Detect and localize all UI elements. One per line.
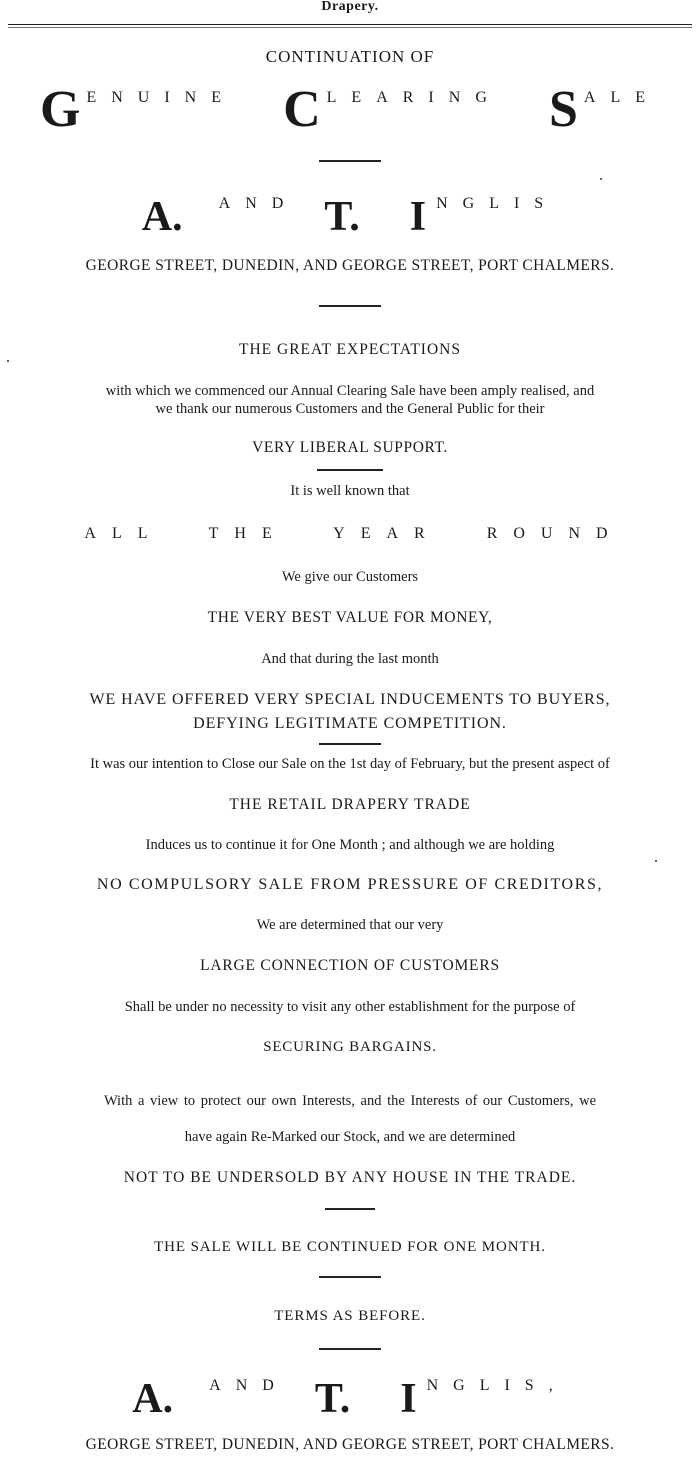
divider-rule — [317, 469, 383, 471]
header-rule-bottom — [8, 27, 692, 28]
firm-address-top: GEORGE STREET, DUNEDIN, AND GEORGE STREET, PORT CHALMERS. — [85, 257, 615, 274]
body-text-line: We are determined that our very — [256, 917, 444, 933]
liberal-support-heading: VERY LIBERAL SUPPORT. — [252, 439, 448, 456]
body-text-line: we thank our numerous Customers and the General Public for their — [155, 401, 545, 417]
print-speck — [600, 178, 602, 180]
body-text-line: Induces us to continue it for One Month ; and although we are holding — [145, 837, 555, 853]
firm-surname-rest: NGLIS, — [426, 1377, 568, 1394]
title-word-clearing — [283, 81, 502, 138]
retail-drapery-heading: THE RETAIL DRAPERY TRADE — [229, 796, 471, 813]
title-word-genuine — [40, 81, 236, 138]
sale-continued-heading: THE SALE WILL BE CONTINUED FOR ONE MONTH. — [154, 1239, 546, 1255]
firm-surname-rest: NGLIS — [436, 195, 559, 212]
body-text-line: It was our intention to Close our Sale on the 1st day of February, but the present aspect of — [90, 756, 610, 772]
header-rule-top — [8, 24, 692, 25]
print-speck — [655, 860, 657, 862]
body-text-line: It is well known that — [290, 483, 410, 499]
firm-initial-i: I — [400, 1376, 417, 1422]
divider-rule — [319, 305, 381, 307]
title-initial-s: S — [548, 81, 578, 138]
body-text-line: Shall be under no necessity to visit any other establishment for the purpose of — [124, 999, 576, 1015]
title-initial-c: C — [283, 81, 321, 138]
section-label: Drapery. — [321, 0, 379, 14]
terms-heading: TERMS AS BEFORE. — [274, 1308, 426, 1324]
divider-rule — [319, 743, 381, 745]
firm-and: AND — [209, 1377, 289, 1394]
firm-initial-a: A. — [141, 194, 183, 240]
title-rest-clearing: LEARING — [326, 89, 502, 106]
body-text-line: We give our Customers — [281, 569, 419, 585]
firm-initial-t: T. — [314, 1376, 351, 1422]
divider-rule — [319, 1276, 381, 1278]
firm-name-top — [0, 192, 700, 238]
body-text-line: With a view to protect our own Interests, and the Interests of our Customers, we — [103, 1093, 597, 1109]
special-inducements-heading: WE HAVE OFFERED VERY SPECIAL INDUCEMENTS TO BUYERS, — [89, 691, 611, 708]
firm-initial-t: T. — [324, 194, 360, 240]
great-expectations-heading: THE GREAT EXPECTATIONS — [239, 341, 461, 358]
divider-rule — [319, 160, 381, 162]
title-word-sale — [548, 81, 660, 138]
continuation-heading: CONTINUATION OF — [265, 47, 435, 66]
body-text-line: And that during the last month — [261, 651, 439, 667]
firm-and: AND — [218, 195, 299, 212]
large-connection-heading: LARGE CONNECTION OF CUSTOMERS — [200, 957, 500, 974]
print-speck — [7, 360, 9, 362]
divider-rule — [319, 1348, 381, 1350]
no-compulsory-sale-heading: NO COMPULSORY SALE FROM PRESSURE OF CREDITORS, — [96, 876, 604, 893]
securing-bargains-heading: SECURING BARGAINS. — [263, 1039, 437, 1055]
firm-name-bottom — [0, 1374, 700, 1420]
legitimate-competition-heading: DEFYING LEGITIMATE COMPETITION. — [193, 715, 507, 732]
best-value-heading: THE VERY BEST VALUE FOR MONEY, — [207, 609, 493, 626]
body-text-line: have again Re-Marked our Stock, and we are determined — [184, 1129, 516, 1145]
title-initial-g: G — [40, 81, 81, 138]
title-rest-sale: ALE — [583, 89, 660, 106]
firm-address-bottom: GEORGE STREET, DUNEDIN, AND GEORGE STREET, PORT CHALMERS. — [85, 1436, 615, 1453]
title-row — [0, 80, 700, 136]
firm-initial-i: I — [409, 194, 427, 240]
not-undersold-heading: NOT TO BE UNDERSOLD BY ANY HOUSE IN THE TRADE. — [123, 1169, 577, 1186]
title-rest-genuine: ENUINE — [86, 89, 236, 106]
divider-rule — [325, 1208, 375, 1210]
firm-initial-a: A. — [132, 1376, 174, 1422]
all-the-year-round-heading: ALL THE YEAR ROUND — [84, 525, 624, 542]
body-text-line: with which we commenced our Annual Clearing Sale have been amply realised, and — [105, 383, 595, 399]
